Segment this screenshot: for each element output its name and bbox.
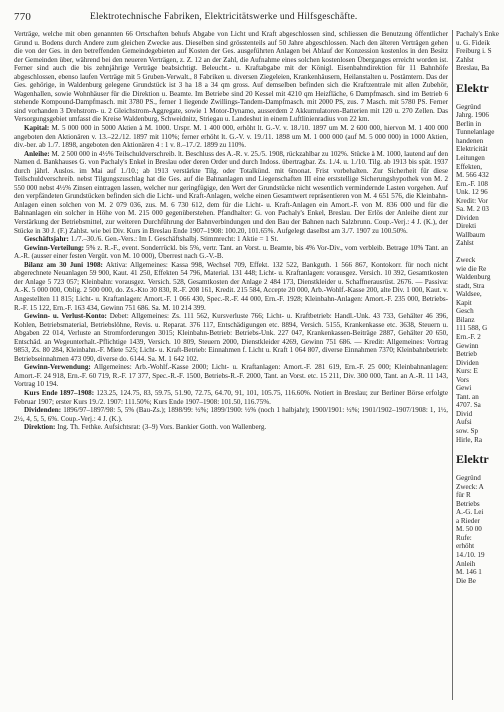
side-column-line: Divid (456, 409, 473, 418)
side-column-line: Aufsi (456, 418, 472, 427)
side-column-heading: Elektr (456, 80, 489, 95)
side-column-heading: Elektr (456, 452, 489, 467)
side-column-line: Breslau, Ba (456, 64, 490, 73)
side-column-line: Gewinn (456, 341, 479, 350)
side-column-line: Gegründ (456, 474, 481, 483)
section-text: 1896/97–1897/98: 5, 5% (Bau-Zs.); 1898/99: ½%; 1899/1900: ½% (noch 1 halbjahr); 1900/1901: ½%; 1901/1902–1907/1908: 1, 1½, 2½, 4, 5, 5, 6%. Coup.-Verj.: 4 J. (K.). (14, 406, 448, 423)
side-column-gap (456, 95, 504, 103)
side-column-line: u. G. Fideik (456, 38, 490, 47)
side-column-line: Bilanz (456, 315, 475, 324)
side-column-line: Betrieb (456, 350, 477, 359)
side-column-line: Anleih (456, 559, 476, 568)
side-column-line: erhöht (456, 542, 475, 551)
side-column-line: Tunnelanlage (456, 128, 495, 137)
section-paragraph (14, 150, 448, 235)
body-paragraph (14, 30, 448, 124)
section-paragraph (14, 124, 448, 150)
section-label: Kapital: (24, 124, 50, 133)
main-text-column (14, 30, 448, 708)
side-column-line: Wallbaum (456, 230, 485, 239)
side-column-line: Elektricität (456, 145, 488, 154)
side-column-line: Vors (456, 375, 469, 384)
section-text: 5% z. R.-F., event. Sonderrückl. bis 5%, vertr. Tant. an Vorst. u. Beamte, bis 4% Vor-Div., vom verbleib. Betrage 10% Tant. an A.-R. (ausser einer festen Vergüt. von M. 10 000), Überrest nach G.-V.-B. (14, 243, 448, 261)
side-column-line: Zahlst (456, 239, 474, 248)
side-column-line: Zweck: A (456, 482, 484, 491)
section-text: 1./7.–30./6. Gen.-Vers.: Im I. Geschäftshalbj. Stimmrecht: 1 Aktie = 1 St. (70, 235, 279, 244)
side-column-line: Jahrg. 1906 (456, 111, 489, 120)
side-column-line: Berlin in (456, 119, 482, 128)
side-column-line: 111 588, G (456, 324, 488, 333)
side-column-gap (456, 248, 504, 256)
section-label: Gewinn- u. Verlust-Konto: (24, 312, 107, 321)
side-column-line: Waldsee, (456, 290, 482, 299)
side-column-line: Gesch (456, 307, 474, 316)
side-column-line: Hirle, Ra (456, 435, 483, 444)
side-column-line: Tant. an (456, 392, 479, 401)
side-column-line: für R (456, 491, 471, 500)
section-text: M. 5 000 000 in 5000 Aktien à M. 1000. Urspr. M. 1 400 000, erhöht lt. G.-V. v. 18./10. 1897 um M. 2 600 000, hiervon M. 1 400 000 angeboten den Aktionären v. 13.–22./12. 1897 mit 110%; ferner erhöht lt. G.-V. v. 19./11. 1898 um M. 1 000 000 (auf M. 5 000 000) in 1000 Aktien, div.-ber. ab 1./7. 1898, angeboten den Aktionären 4 : 1 v. 8.–17./2. 1899 zu 110%. (14, 124, 448, 150)
section-label: Gewinn-Verwendung: (24, 363, 91, 372)
section-text: M. 2 500 000 in 4½% Teilschuldverschreib. lt. Beschluss des A.-R. v. 25./5. 1908, rückzahlbar zu 102%. Stücke à M. 1000, lautend auf den Namen d. Bankhauses G. von Pachaly's Enkel in Breslau oder deren Order und durch Indoss. übertragbar. Zs. 1./4. u. 1./10. Tilg. ab 1913 bis spät. 1937 durch jährl. Auslos. im Mai auf 1./10.; ab 1913 verstärkte Tilg. oder Totalkünd. mit 6monat. Frist vorbehalten. Zur Sicherheit für diese Teilschuldverschreib. nebst Tilgungszuschlag hat die Ges. auf die Bahnanlagen und Liegenschaften III eine erststellige Sicherungshypothek von M. 2 550 000 nebst 4½% Zinsen eintragen lassen, welcher nur geringfügige, den Wert der Grundstücke nicht wesentlich vermindernde Lasten vorgehen. Auf den verpfändeten Grundstücken befinden sich die Licht- und Kraft-Anlagen, welche einen Gesamtwert repräsentieren von M. 4 651 576, die Kleinbahn-Anlagen einen solchen von M. 2 079 036, zus. M. 6 730 612, dem für die Licht- u. Kraft-Anlagen ein Amort.-F. von M. 836 000 und für die Bahnanlagen ein solcher in Höhe von M. 215 000 gegenüberstehen. Pfandhalter: G. von Pachaly's Enkel, Breslau. Der Erlös der Anleihe dient zur Verstärkung der Betriebsmittel, zur weiteren Durchführung der Bahnverbindungen und den Bau der Bahnen nach Salzbrunn. Coup.-Verj.: 4 J. (K.), der Stücke in 30 J. (F.) Zahlst. wie bei Div. Kurs in Breslau Ende 1907–1908: 100.20, 101.65%. Aufgelegt daselbst am 3./7. 1907 zu 100.50%. (14, 149, 448, 235)
side-column-line: Pachaly's Enke (456, 30, 499, 38)
section-label: Kurs Ende 1897–1908: (24, 388, 95, 397)
side-column-line: Dividen (456, 213, 479, 222)
side-column-line: Kurs: E (456, 367, 478, 376)
section-paragraph (14, 389, 448, 406)
side-column-line: M. 566 432 (456, 171, 489, 180)
side-column-line: Gewi (456, 384, 472, 393)
section-label: Direktion: (24, 423, 56, 432)
side-column-line: M. 50 00 (456, 525, 482, 534)
side-column-line: Effekten, (456, 162, 483, 171)
column-divider (452, 30, 453, 700)
section-label: Dividenden: (24, 406, 62, 415)
side-column-line: M. 146 1 (456, 568, 482, 577)
side-column-line: handenen (456, 136, 484, 145)
section-text: Debet: Allgemeines: Zs. 111 562, Kursverluste 766; Licht- u. Kraftbetrieb: Handl.-Unk. 43 733, Gehälter 46 396, Kohlen, Betriebsmaterial, Betriebslöhne, Revis. u. Reparat. 376 117, Entschädigungen etc. 8894, Versich. 5155, Krankenkasse etc. 3638, Steuern u. Abgaben 22 014, Verluste an Stromforderungen 3015; Kleinbahn-Betrieb: Betriebs-Unk. 227 047, Krankenkassen-Beiträge 2887, Gehälter 20 650, Entschäd. an Wegeunterhalt.-Pflichtige 1439, Versich. 10 809, Steuern 2000, Dienstkleider 4269, Gewinn 751 686. — Kredit: Allgemeines: Vortrag 9853, Zs. 80 284, Kleinbahn.-F. Miete 525; Licht- u. Kraft-Betrieb: Einnahmen f. Licht u. Kraft 1 064 807, diverse Einnahmen 7370; Kleinbahnbetrieb: Betriebseinnahmen 473 090, diverse do. 6144. Sa. M. 1 642 102. (14, 312, 448, 363)
side-column-line: Dividen (456, 358, 479, 367)
side-column-line: Leitungen (456, 154, 485, 163)
side-column-line: Ern.-F. 2 (456, 332, 481, 341)
side-column-gap (456, 73, 504, 81)
side-column-line: Direkti (456, 222, 477, 231)
side-column-line: stadt, Stra (456, 281, 485, 290)
side-column-line: Gegründ (456, 102, 481, 111)
section-label: Bilanz am 30 Juni 1908: (24, 260, 103, 269)
section-label: Anleihe: (24, 149, 50, 158)
section-paragraph (14, 235, 448, 244)
side-column-line: Zweck (456, 256, 476, 265)
section-paragraph (14, 406, 448, 423)
section-paragraph (14, 244, 448, 261)
section-paragraph (14, 312, 448, 363)
section-paragraph (14, 423, 448, 432)
side-column-line: Zahlst (456, 55, 474, 64)
side-column-line: 4707. Sa (456, 401, 481, 410)
side-column-line: Rufe: (456, 533, 472, 542)
side-column-gap (456, 466, 504, 474)
side-column-line: Kapit (456, 298, 472, 307)
page-header (14, 10, 444, 24)
section-text: 123.25, 124.75, 83, 59.75, 51.90, 72.75, 64.70, 91, 101, 105.75, 116.60%. Notiert in Breslau; zur Berliner Börse erfolgte Februar 1907; erster Kurs 19./2. 1907: 111.50%; Kurs Ende 1907–1908: 101.50, 116.75%. (14, 388, 448, 406)
side-column-line: 14./10. 19 (456, 550, 485, 559)
side-column-line: a Rieder (456, 516, 480, 525)
side-column-line: sow. Sp (456, 426, 479, 435)
side-column-line: Die Be (456, 576, 476, 585)
section-text: Ing. Th. Fethke. Aufsichtsrat: (3–9) Vors. Bankier Gotth. von Wallenberg. (57, 423, 267, 432)
side-column-line: Kredit: Vor (456, 196, 488, 205)
section-text: Allgemeines: Arb.-Wohlf.-Kasse 2000; Licht- u. Kraftanlagen: Amort.-F. 281 619, Ern.-F. 25 000; Kleinbahnanlagen: Amort.-F. 24 918, Ern.-F. 60 719, R.-F. 17 377, Spec.-R.-F. 1500, Betriebs-R.-F. 2000, Tant. an Vorst. etc. 15 211, Div. 300 000, Tant. an A.-R. 11 143, Vortrag 10 194. (14, 363, 448, 389)
section-text: Aktiva: Allgemeines: Kassa 998, Wechsel 709, Effekt. 132 522, Bankguth. 1 566 867, Kontokorr. für noch nicht abgerechnete Neuanlagen 59 900, Kaut. 41 250, Effekten 54 796, Material. 131 448; Licht- u. Kraftanlagen: vorausgez. Versich. 10 392, Gesamtkosten der Anlage 5 723 057; Kleinbahn: vorausgez. Versich. 528, Gesamtkosten der Anlage 2 484 173, Dienstkleider u. Schaffnerausrüst. 2676. — Passiva: A.-K. 5 000 000, Oblig. 2 500 000, do. Zs.-Kto 30 830, R.-F. 208 161, Kredit. 215 584, Accepte 20 000, Arb.-Wohlf.-Kasse 200, alte Div. 1 000, Kaut. v. Angestellten 11 815; Licht- u. Kraftanlagen: Amort.-F. 1 066 430, Spec.-R.-F. 44 000, Ern.-F. 1928; Kleinbahn-Anlagen: Amort.-F. 235 000, Betriebs-R.-F. 15 122, Ern.-F. 163 434, Gewinn 751 686. Sa. M. 10 214 399. (14, 260, 448, 312)
section-text: Verträge, welche mit oben genannten 66 Ortschaften behufs Abgabe von Licht und Kraft abgeschlossen sind, schliessen die Benutzung öffentlicher Grund u. Bodens durch Andere zum gleichen Zwecke aus. Dieselben sind grösstenteils auf 50 Jahre abgeschlossen. Nach den älteren Verträgen gehen die von der Ges. in den betreffenden Gemeindegebieten auf Kosten der Ges. ausgeführten Anlagen bei Ablauf der Konzession kostenlos in den Besitz der Gemeinden über, während bei den neueren Verträgen, z. Z. 12 an der Zahl, die Aufnahme eines solchen kostenlosen Überganges erreicht worden ist. Ferner sind auch die bis zehnjährige Verträge beabsichtigt. Beleucht.- u. Kraftabgabe mit der Königl. Eisenbahndirektion für 11 Bahnhöfe abgeschlossen, ebenso laufen Verträge mit 5 Gruben-Verwalt., 8 Fabriken u. diversen Ziegeleien, Krankenhäusern, Heilanstalten u. Postämtern. Das der Ges. gehörige, in Waldenburg gelegene Grundstück ist 3 ha 18 a 34 qm gross. Auf demselben befinden sich die Kraftzentrale mit allen Zubehör, Wagenhallen, sowie Wohnhäuser für die Direktion u. Beamte. Im Betriebe sind 20 Kessel mit 4210 qm Heizfläche, 6 Dampfmasch. sind im Betrieb 6 stehende Kompound-Dampfmasch. mit 3780 PS., ferner 1 liegende Zwillings-Tandem-Dampfmasch. mit 2000 PS, zus. 7 Masch. mit 5780 PS. Ferner sind vorhanden 3 Drehstrom- u. 2 Gleichstrom-Aggregate, sowie 1 Motor-Dynamo, ausserdem 2 Akkumulatoren-Batterien mit 120 u. 270 Zellen. Das Versorgungsgebiet umfasst die Kreise Waldenburg, Schweidnitz, Striegau u. Landeshut in einem Luftlinienradius von 22 km. (14, 30, 448, 124)
side-column-line: Freiburg i. S (456, 47, 492, 56)
side-column-line: Ern.-F. 108 (456, 179, 488, 188)
side-column-line: Betriebs (456, 499, 480, 508)
side-column-line: Sa. M. 2 03 (456, 205, 489, 214)
side-column-line: Waldenburg (456, 273, 491, 282)
side-column-line: A.-G. Lei (456, 508, 484, 517)
section-label: Gewinn-Verteilung: (24, 243, 85, 252)
running-title: Elektrotechnische Fabriken, Elektricitätswerke und Hilfsgeschäfte. (90, 12, 358, 22)
section-paragraph (14, 363, 448, 389)
side-column-line: wie die Re (456, 264, 487, 273)
side-column-gap (456, 444, 504, 452)
side-column-line: Unk. 12 96 (456, 188, 488, 197)
page-number: 770 (14, 11, 32, 23)
adjacent-page-column (456, 30, 504, 708)
section-label: Geschäftsjahr: (24, 235, 69, 244)
section-paragraph (14, 261, 448, 312)
